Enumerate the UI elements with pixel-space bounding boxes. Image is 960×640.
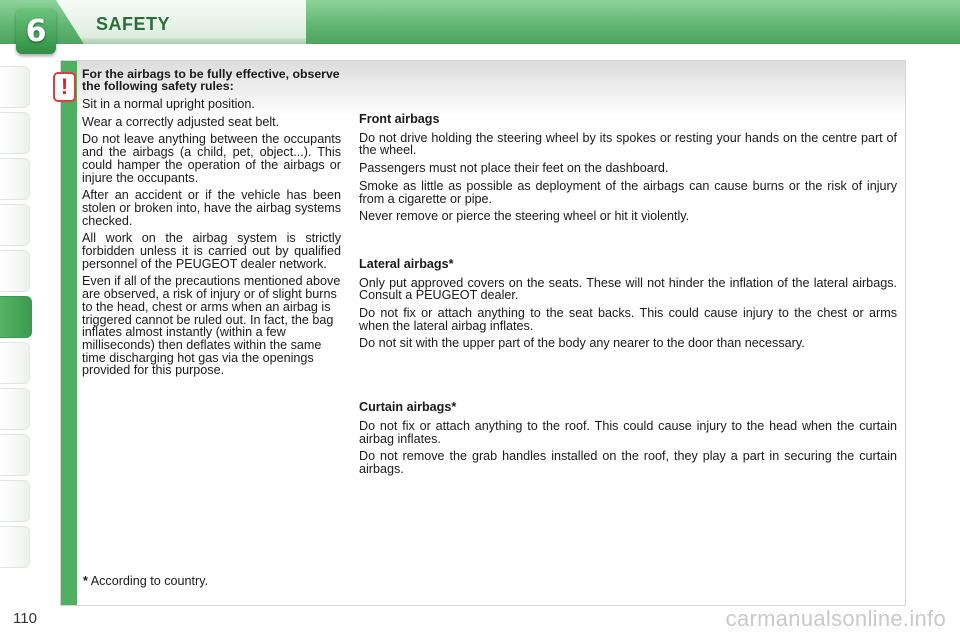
curtain-airbags-paragraph: Do not fix or attach anything to the roof. This could cause injury to the head when the curtain airbag inflates. (359, 418, 897, 446)
front-airbags-section (359, 113, 897, 223)
chapter-tab-10[interactable] (0, 480, 30, 522)
curtain-airbags-section (359, 401, 897, 476)
chapter-tab-2[interactable] (0, 112, 30, 154)
rule-paragraph: After an accident or if the vehicle has been stolen or broken into, have the airbag systems checked. (82, 188, 341, 228)
footnote (83, 574, 208, 588)
watermark: carmanualsonline.info (725, 606, 946, 631)
front-airbags-paragraph: Do not drive holding the steering wheel by its spokes or resting your hands on the centre part of the wheel. (359, 130, 897, 158)
front-airbags-heading: Front airbags (359, 112, 440, 126)
chapter-tab-5[interactable] (0, 250, 30, 292)
chapter-tab-11[interactable] (0, 526, 30, 568)
rule-paragraph: Sit in a normal upright position. (82, 97, 255, 111)
rule-paragraph: All work on the airbag system is strictly forbidden unless it is carried out by qualified personnel of the PEUGEOT dealer network. (82, 231, 341, 271)
rule-paragraph: Wear a correctly adjusted seat belt. (82, 114, 280, 129)
warning-symbol: ! (60, 74, 69, 99)
rule-paragraph: Do not leave anything between the occupants and the airbags (a child, pet, object...). This could hamper the operation of the airbags or injure the occupants. (82, 132, 341, 185)
lateral-airbags-section (359, 258, 897, 350)
header-tab (56, 0, 306, 44)
lateral-airbags-paragraph: Only put approved covers on the seats. These will not hinder the inflation of the lateral airbags. Consult a PEUGEOT dealer. (359, 275, 897, 303)
chapter-tab-1[interactable] (0, 66, 30, 108)
lateral-airbags-paragraph: Do not sit with the upper part of the body any nearer to the door than necessary. (359, 336, 805, 351)
airbag-types-column (359, 113, 897, 481)
chapter-tabs (0, 66, 34, 572)
warning-icon (53, 72, 76, 102)
safety-rules-intro: For the airbags to be fully effective, observe the following safety rules: (82, 67, 340, 93)
chapter-tab-4[interactable] (0, 204, 30, 246)
footnote-text: According to country. (87, 574, 209, 588)
chapter-tab-6-active[interactable] (0, 296, 32, 338)
section-title: SAFETY (96, 14, 171, 34)
page-number: 110 (13, 610, 37, 627)
safety-rules-column (82, 68, 341, 382)
front-airbags-paragraph: Never remove or pierce the steering wheel or hit it violently. (359, 209, 690, 224)
lateral-airbags-heading: Lateral airbags* (359, 256, 454, 271)
footnote-marker: * (83, 574, 88, 588)
curtain-airbags-paragraph: Do not remove the grab handles installed on the roof, they play a part in securing the curtain airbags. (359, 449, 897, 476)
front-airbags-paragraph: Smoke as little as possible as deployment of the airbags can cause burns or the risk of injury from a cigarette or pipe. (359, 178, 897, 206)
chapter-tab-7[interactable] (0, 342, 30, 384)
panel-stripe (61, 61, 77, 605)
chapter-tab-8[interactable] (0, 388, 30, 430)
rule-paragraph: Even if all of the precautions mentioned above are observed, a risk of injury or of slight burns to the head, chest or arms when an airbag is triggered cannot be ruled out. In fact, the bag inflates almost instantly (within a few milliseconds) then deflates within the same time discharging hot gas via the openings provided for this purpose. (82, 274, 341, 378)
chapter-badge (16, 8, 56, 54)
chapter-tab-3[interactable] (0, 158, 30, 200)
curtain-airbags-heading: Curtain airbags* (359, 400, 457, 415)
chapter-tab-9[interactable] (0, 434, 30, 476)
lateral-airbags-paragraph: Do not fix or attach anything to the seat backs. This could cause injury to the chest or arms when the lateral airbag inflates. (359, 306, 897, 333)
chapter-number: 6 (25, 13, 47, 49)
front-airbags-paragraph: Passengers must not place their feet on the dashboard. (359, 161, 669, 176)
